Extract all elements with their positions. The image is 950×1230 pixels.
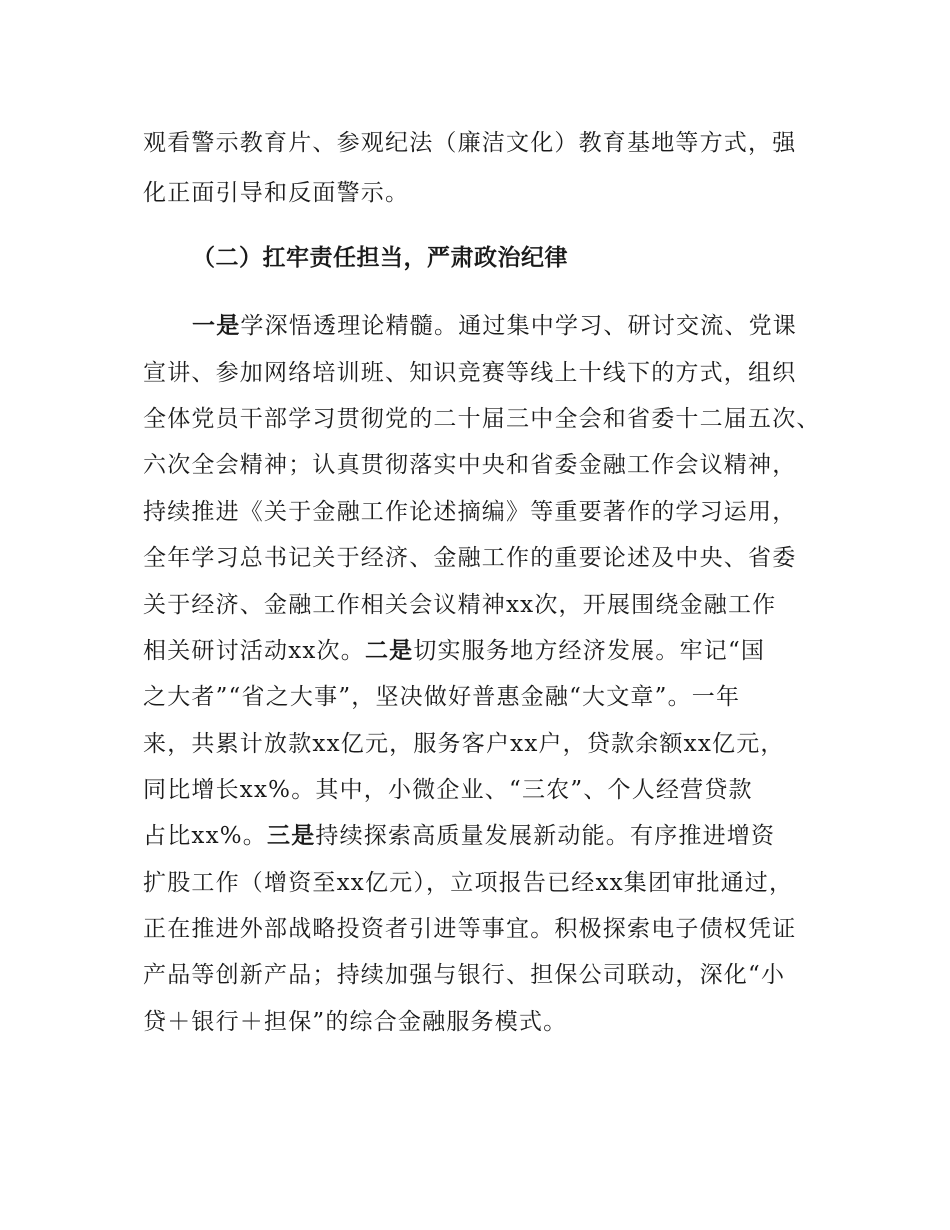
paragraph-line	[143, 821, 775, 851]
paragraph-line	[143, 636, 765, 666]
paragraph-line	[192, 311, 797, 341]
paragraph-text: 切实服务地方经济发展。牢记“国	[413, 638, 766, 664]
paragraph-line: 来，共累计放款xx亿元，服务客户xx户，贷款余额xx亿元，	[143, 731, 785, 757]
point-label: 一是	[192, 313, 241, 339]
paragraph-line: 全年学习总书记关于经济、金融工作的重要论述及中央、省委	[143, 545, 797, 571]
paragraph-line: 持续推进《关于金融工作论述摘编》等重要著作的学习运用，	[143, 499, 797, 525]
paragraph-line: 同比增长xx%。其中，小微企业、“三农”、个人经营贷款	[143, 777, 753, 803]
paragraph-line: 全体党员干部学习贯彻党的二十届三中全会和省委十二届五次、	[143, 406, 821, 432]
paragraph-text: 学深悟透理论精髓。通过集中学习、研讨交流、党课	[240, 313, 798, 339]
paragraph-line: 扩股工作（增资至xx亿元），立项报告已经xx集团审批通过，	[143, 870, 794, 896]
paragraph-line: 六次全会精神；认真贯彻落实中央和省委金融工作会议精神，	[143, 452, 797, 478]
paragraph-line: 产品等创新产品；持续加强与银行、担保公司联动，深化“小	[143, 962, 786, 988]
paragraph-line: 观看警示教育片、参观纪法（廉洁文化）教育基地等方式，强	[143, 130, 797, 156]
paragraph-line: 宣讲、参加网络培训班、知识竞赛等线上十线下的方式，组织	[143, 360, 797, 386]
paragraph-text: 相关研讨活动xx次。	[143, 638, 365, 664]
section-heading: （二）扛牢责任担当，严肃政治纪律	[192, 245, 568, 271]
paragraph-text: 占比xx%。	[143, 823, 267, 849]
paragraph-line: 正在推进外部战略投资者引进等事宜。积极探索电子债权凭证	[143, 916, 797, 942]
paragraph-line: 关于经济、金融工作相关会议精神xx次，开展围绕金融工作	[143, 592, 777, 618]
paragraph-text: 持续探索高质量发展新动能。有序推进增资	[315, 823, 776, 849]
point-label: 三是	[267, 823, 316, 849]
paragraph-line: 化正面引导和反面警示。	[143, 180, 410, 206]
point-label: 二是	[364, 638, 414, 664]
paragraph-line: 贷＋银行＋担保”的综合金融服务模式。	[143, 1009, 568, 1035]
paragraph-line: 之大者”“省之大事”，坚决做好普惠金融“大文章”。一年	[143, 684, 741, 710]
